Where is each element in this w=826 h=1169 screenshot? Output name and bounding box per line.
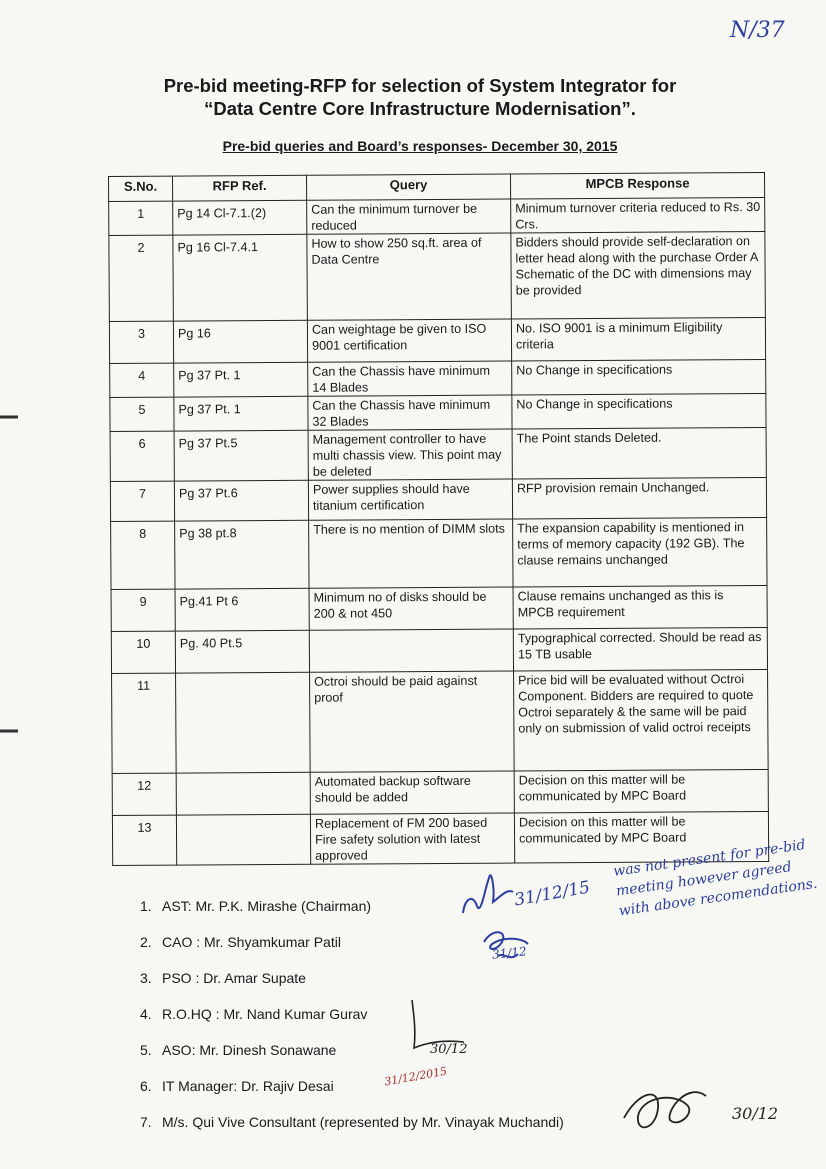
title-line-1: Pre-bid meeting-RFP for selection of System Integrator for	[163, 75, 677, 96]
binder-hole-mark	[0, 726, 20, 736]
cell-response: The Point stands Deleted.	[512, 427, 766, 479]
cell-query: Power supplies should have titanium certification	[308, 479, 512, 520]
header-query: Query	[306, 174, 510, 200]
cell-rfp-ref: Pg 16 Cl-7.4.1	[173, 234, 308, 321]
table-row	[109, 231, 766, 321]
cell-query: There is no mention of DIMM slots	[309, 519, 513, 588]
cell-sno: 8	[111, 521, 175, 589]
signature-consultant	[618, 1072, 738, 1152]
binder-hole-mark	[0, 412, 20, 422]
cell-query: Replacement of FM 200 based Fire safety solution with latest approved	[310, 813, 514, 864]
page-number: N/37	[730, 18, 785, 43]
cell-response: No Change in specifications	[512, 359, 766, 395]
cell-response: Decision on this matter will be communicated by MPC Board	[514, 811, 768, 863]
signature-it-manager: 31/12/2015	[383, 1064, 449, 1089]
member-text: PSO : Dr. Amar Supate	[162, 970, 306, 986]
member-number: 4.	[140, 1006, 152, 1022]
table-row	[109, 197, 765, 235]
cell-sno: 1	[109, 201, 173, 235]
cell-sno: 4	[110, 363, 174, 397]
signature-date-consultant: 30/12	[732, 1104, 779, 1123]
cell-response: Clause remains unchanged as this is MPCB requirement	[513, 585, 767, 629]
handwritten-note: was not present for pre-bid meeting however agreed with above recomendations.	[612, 837, 819, 920]
cell-response: Typographical corrected. Should be read as 15 TB usable	[513, 627, 767, 671]
cell-rfp-ref: Pg 16	[173, 320, 307, 363]
cell-query: Can the Chassis have minimum 32 Blades	[308, 395, 512, 430]
cell-query: How to show 250 sq.ft. area of Data Centre	[307, 233, 512, 320]
cell-rfp-ref: Pg 37 Pt.6	[174, 480, 308, 521]
cell-response: Minimum turnover criteria reduced to Rs. 30 Crs.	[511, 197, 765, 233]
cell-rfp-ref	[176, 772, 310, 815]
cell-response: No. ISO 9001 is a minimum Eligibility criteria	[511, 317, 765, 361]
member-text: CAO : Mr. Shyamkumar Patil	[162, 934, 341, 950]
member-number: 5.	[140, 1042, 152, 1058]
cell-query: Can weightage be given to ISO 9001 certification	[307, 319, 511, 362]
cell-sno: 6	[110, 431, 174, 481]
cell-rfp-ref: Pg 14 Cl-7.1.(2)	[173, 200, 307, 235]
cell-rfp-ref: Pg 37 Pt. 1	[174, 362, 308, 397]
cell-response: Price bid will be evaluated without Octroi Component. Bidders are required to quote Octroi separately & the same will be paid only on submission of valid octroi receipts	[514, 669, 769, 771]
cell-response: Bidders should provide self-declaration on letter head along with the purchase Order A Schematic of the DC with dimensions may be provided	[511, 231, 766, 319]
cell-query: Automated backup software should be added	[310, 771, 514, 814]
cell-response: Decision on this matter will be communicated by MPC Board	[514, 769, 768, 813]
table-row	[112, 669, 769, 773]
title-line-2: “Data Centre Core Infrastructure Modernisation”.	[204, 98, 636, 119]
cell-query: Can the Chassis have minimum 14 Blades	[308, 361, 512, 396]
table-row	[111, 585, 767, 631]
cell-sno: 12	[112, 773, 176, 815]
table-row	[111, 627, 767, 673]
table-row	[110, 477, 766, 521]
cell-sno: 10	[111, 631, 175, 673]
cell-query: Minimum no of disks should be 200 & not 450	[309, 587, 513, 630]
member-text: R.O.HQ : Mr. Nand Kumar Gurav	[162, 1006, 368, 1022]
queries-table-container	[108, 172, 768, 866]
cell-sno: 2	[109, 235, 174, 321]
cell-response: No Change in specifications	[512, 393, 766, 429]
cell-sno: 3	[109, 321, 173, 363]
document-subtitle: Pre-bid queries and Board’s responses- December 30, 2015	[222, 138, 618, 154]
cell-response: The expansion capability is mentioned in terms of memory capacity (192 GB). The clause remains unchanged	[513, 517, 767, 587]
cell-query: Management controller to have multi chassis view. This point may be deleted	[308, 429, 512, 480]
cell-rfp-ref: Pg. 40 Pt.5	[175, 630, 309, 673]
header-sno: S.No.	[109, 176, 173, 201]
queries-table	[108, 172, 769, 866]
cell-rfp-ref: Pg 37 Pt. 1	[174, 396, 308, 431]
signature-date-chairman: 31/12/15	[512, 877, 592, 911]
cell-rfp-ref	[176, 814, 310, 865]
table-row	[110, 427, 766, 481]
signature-date-aso: 30/12	[430, 1042, 468, 1057]
table-row	[112, 769, 768, 815]
cell-sno: 7	[110, 481, 174, 521]
cell-sno: 9	[111, 589, 175, 631]
cell-rfp-ref: Pg 38 pt.8	[175, 520, 309, 589]
cell-rfp-ref: Pg.41 Pt 6	[175, 588, 309, 631]
cell-sno: 5	[110, 397, 174, 431]
header-rfp-ref: RFP Ref.	[173, 175, 307, 201]
signature-date-cao: 31/12	[491, 944, 528, 962]
cell-response: RFP provision remain Unchanged.	[512, 477, 766, 519]
member-number: 2.	[140, 934, 152, 950]
member-number: 3.	[140, 970, 152, 986]
cell-query: Octroi should be paid against proof	[310, 671, 515, 772]
document-title	[90, 74, 750, 120]
table-row	[109, 317, 765, 363]
table-row	[110, 359, 766, 397]
table-row	[110, 393, 766, 431]
member-text: ASO: Mr. Dinesh Sonawane	[162, 1042, 337, 1058]
list-item	[140, 934, 660, 970]
list-item	[140, 898, 660, 934]
member-text: AST: Mr. P.K. Mirashe (Chairman)	[162, 898, 372, 914]
cell-rfp-ref	[176, 672, 311, 773]
member-text: M/s. Qui Vive Consultant (represented by Mr. Vinayak Muchandi)	[162, 1114, 564, 1130]
list-item	[140, 1114, 660, 1150]
member-text: IT Manager: Dr. Rajiv Desai	[162, 1078, 334, 1094]
cell-sno: 11	[112, 673, 177, 773]
cell-query: Can the minimum turnover be reduced	[307, 199, 511, 234]
member-number: 6.	[140, 1078, 152, 1094]
cell-rfp-ref: Pg 37 Pt.5	[174, 430, 308, 481]
cell-sno: 13	[112, 815, 176, 865]
member-number: 1.	[140, 898, 152, 914]
cell-query	[309, 629, 513, 672]
table-row	[111, 517, 767, 589]
member-number: 7.	[140, 1114, 152, 1130]
header-response: MPCB Response	[510, 172, 764, 199]
